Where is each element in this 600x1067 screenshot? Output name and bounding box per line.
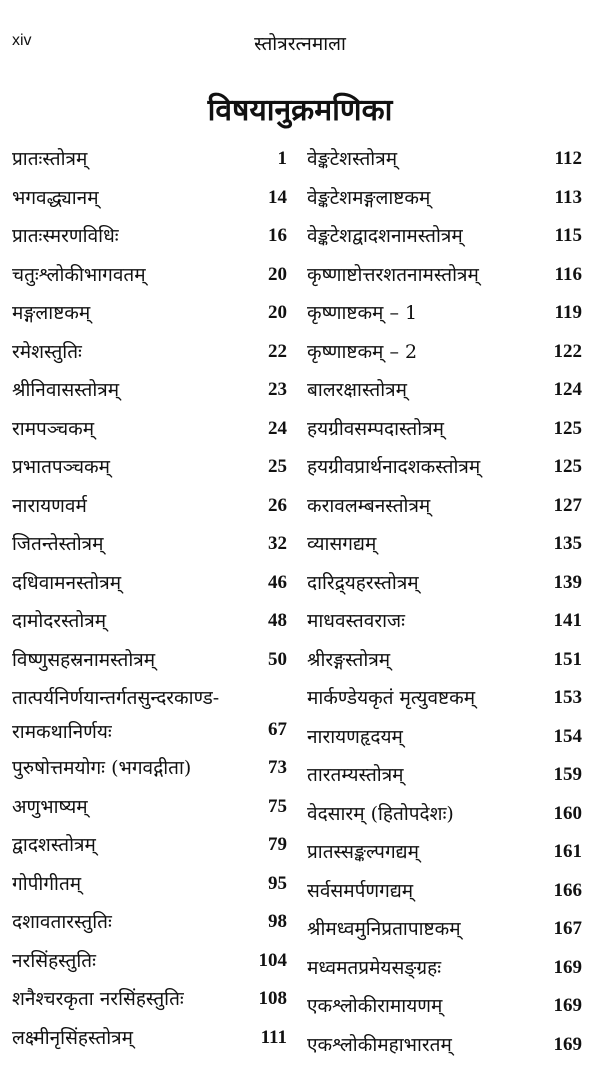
toc-entry-page-number: 166 (553, 879, 582, 901)
toc-entry-title: रमेशस्तुतिः (12, 340, 82, 363)
toc-entry (12, 903, 287, 942)
toc-entry-page-number: 23 (268, 379, 287, 400)
toc-entry (307, 1026, 582, 1065)
toc-entry-page-number: 127 (553, 494, 582, 516)
toc-entry (12, 641, 287, 680)
toc-entry-title: प्रातस्सङ्कल्पगद्यम् (307, 841, 419, 863)
toc-entry-page-number: 135 (553, 533, 582, 554)
toc-entry-page-number: 141 (553, 610, 582, 631)
toc-entry-page-number: 1 (277, 148, 287, 169)
toc-entry (12, 865, 287, 904)
toc-entry-page-number: 119 (554, 302, 582, 323)
toc-entry (12, 749, 287, 788)
toc-entry-title: नारायणवर्म (12, 494, 87, 517)
toc-entry-page-number: 169 (553, 1033, 582, 1055)
toc-entry-page-number: 20 (268, 263, 287, 285)
toc-entry-title: कृष्णाष्टकम् – 2 (307, 340, 418, 363)
toc-entry (12, 140, 287, 179)
toc-entry-title: अणुभाष्यम् (12, 795, 88, 818)
toc-entry-page-number: 73 (268, 757, 287, 778)
toc-entry-title: नारायणहृदयम् (307, 725, 403, 748)
toc-entry (12, 294, 287, 333)
toc-entry (12, 942, 287, 981)
toc-entry (307, 910, 582, 949)
page-number: xiv (12, 32, 32, 49)
toc-entry (307, 140, 582, 179)
toc-entry-title: रामपञ्चकम् (12, 417, 95, 440)
toc-entry-title: हयग्रीवसम्पदास्तोत्रम् (307, 417, 445, 440)
running-title: स्तोत्ररत्नमाला (254, 33, 346, 55)
toc-entry (12, 179, 287, 218)
toc-entry (12, 333, 287, 372)
toc-entry-page-number: 79 (268, 834, 287, 855)
toc-entry-page-number: 167 (553, 918, 582, 939)
toc-entry-page-number: 32 (268, 533, 287, 554)
toc-entry-title: वेङ्कटेशमङ्गलाष्टकम् (307, 186, 431, 209)
toc-entry (307, 949, 582, 988)
toc-entry-title: वेदसारम् (हितोपदेशः) (307, 802, 454, 825)
toc-entry-title: एकश्लोकीमहाभारतम् (307, 1033, 452, 1056)
toc-entry (307, 564, 582, 603)
toc-entry-title: दधिवामनस्तोत्रम् (12, 571, 122, 594)
toc-entry-page-number: 112 (554, 148, 582, 169)
toc-entry-title: पुरुषोत्तमयोगः (भगवद्गीता) (12, 757, 192, 779)
toc-entry-page-number: 25 (268, 456, 287, 477)
toc-entry-page-number: 75 (268, 795, 287, 817)
toc-entry-title: श्रीमध्वमुनिप्रतापाष्टकम् (307, 918, 461, 940)
toc-entry (307, 217, 582, 256)
toc-entry (307, 718, 582, 757)
toc-entry (12, 788, 287, 827)
toc-entry-title: वेङ्कटेशद्वादशनामस्तोत्रम् (307, 225, 463, 247)
toc-entry (307, 525, 582, 564)
page-title: विषयानुक्रमणिका (207, 93, 393, 128)
toc-entry-page-number: 122 (553, 340, 582, 362)
toc-entry-page-number: 108 (258, 988, 287, 1009)
toc-entry-page-number: 151 (553, 648, 582, 670)
toc-entry-page-number: 67 (268, 718, 287, 740)
toc-entry (12, 602, 287, 641)
toc-entry-page-number: 161 (553, 841, 582, 862)
toc-entry-page-number: 154 (553, 725, 582, 747)
toc-entry-title: तारतम्यस्तोत्रम् (307, 764, 404, 786)
toc-entry-title: नरसिंहस्तुतिः (12, 949, 96, 972)
toc-entry-page-number: 124 (553, 379, 582, 400)
toc-entry-page-number: 125 (553, 456, 582, 477)
toc-entry-page-number: 111 (260, 1026, 287, 1048)
toc-entry-page-number: 20 (268, 302, 287, 323)
toc-entry (307, 333, 582, 372)
toc-entry-title: कृष्णाष्टकम् – 1 (307, 302, 418, 324)
toc-entry (307, 487, 582, 526)
toc-entry-page-number: 113 (554, 186, 582, 208)
toc-entry-title: मार्कण्डेयकृतं मृत्युवष्टकम् (307, 687, 476, 709)
toc-entry (12, 980, 287, 1019)
toc-entry-page-number: 50 (268, 648, 287, 670)
toc-left-column (12, 140, 287, 1057)
toc-entry-page-number: 14 (268, 186, 287, 208)
toc-entry-page-number: 159 (553, 764, 582, 785)
toc-entry (12, 826, 287, 865)
toc-entry (307, 756, 582, 795)
toc-entry (307, 448, 582, 487)
toc-entry (307, 641, 582, 680)
toc-entry-title: दामोदरस्तोत्रम् (12, 610, 107, 632)
toc-entry (307, 602, 582, 641)
toc-entry-page-number: 169 (553, 995, 582, 1016)
toc-entry-title: हयग्रीवप्रार्थनादशकस्तोत्रम् (307, 456, 481, 478)
toc-entry (12, 448, 287, 487)
toc-entry-page-number: 160 (553, 802, 582, 824)
toc-entry (307, 987, 582, 1026)
toc-entry-title: जितन्तेस्तोत्रम् (12, 533, 104, 555)
toc-entry-title: गोपीगीतम् (12, 872, 82, 895)
toc-entry-title: प्रातःस्मरणविधिः (12, 225, 119, 247)
toc-entry (307, 256, 582, 295)
toc-entry (307, 179, 582, 218)
toc-entry-title: द्वादशस्तोत्रम् (12, 834, 96, 856)
toc-entry-title: कृष्णाष्टोत्तरशतनामस्तोत्रम् (307, 263, 479, 286)
toc-entry (12, 1019, 287, 1058)
toc-entry (12, 410, 287, 449)
toc-entry-title: करावलम्बनस्तोत्रम् (307, 494, 431, 517)
page-header (0, 30, 600, 60)
toc-entry (12, 256, 287, 295)
toc-entry-title: विष्णुसहस्रनामस्तोत्रम् (12, 648, 156, 671)
toc-entry (307, 679, 582, 718)
toc-entry (307, 410, 582, 449)
toc-entry (307, 294, 582, 333)
toc-entry-page-number: 16 (268, 225, 287, 246)
toc-entry-title: तात्पर्यनिर्णयान्तर्गतसुन्दरकाण्ड- (12, 687, 220, 709)
toc-entry (12, 217, 287, 256)
toc-entry-page-number: 104 (258, 949, 287, 971)
toc-entry-title: दशावतारस्तुतिः (12, 911, 112, 933)
toc-entry (12, 487, 287, 526)
toc-entry-title: प्रातःस्तोत्रम् (12, 148, 88, 170)
toc-entry-title: बालरक्षास्तोत्रम् (307, 379, 407, 401)
toc-entry-title: वेङ्कटेशस्तोत्रम् (307, 148, 398, 170)
toc-entry-title: प्रभातपञ्चकम् (12, 456, 110, 478)
toc-entry-page-number: 48 (268, 610, 287, 631)
toc-entry-page-number: 116 (554, 263, 582, 285)
toc-entry-title: मङ्गलाष्टकम् (12, 302, 91, 324)
toc-entry (12, 564, 287, 603)
toc-entry-title: श्रीनिवासस्तोत्रम् (12, 379, 120, 401)
toc-entry (307, 872, 582, 911)
toc-entry-page-number: 22 (268, 340, 287, 362)
toc-entry (12, 371, 287, 410)
toc-entry-page-number: 169 (553, 956, 582, 978)
toc-entry-title: श्रीरङ्गस्तोत्रम् (307, 648, 391, 671)
toc-entry-page-number: 95 (268, 872, 287, 894)
toc-entry-title: लक्ष्मीनृसिंहस्तोत्रम् (12, 1026, 134, 1049)
toc-entry-title: व्यासगद्यम् (307, 533, 377, 555)
toc-entry-title: शनैश्चरकृता नरसिंहस्तुतिः (12, 988, 184, 1010)
toc-entry-title: सर्वसमर्पणगद्यम् (307, 879, 414, 902)
toc-entry (12, 525, 287, 564)
toc-entry-page-number: 153 (553, 687, 582, 708)
toc-entry-page-number: 125 (553, 417, 582, 439)
toc-entry-title: माधवस्तवराजः (307, 610, 405, 632)
toc-entry-title-continued: रामकथानिर्णयः (12, 721, 112, 743)
toc-entry-page-number: 46 (268, 571, 287, 593)
toc-entry-page-number: 115 (554, 225, 582, 246)
toc-entry (307, 795, 582, 834)
toc-entry-page-number: 139 (553, 571, 582, 593)
toc-right-column (307, 140, 582, 1064)
toc-entry-page-number: 26 (268, 494, 287, 516)
toc-entry (12, 679, 287, 749)
toc-entry-title: एकश्लोकीरामायणम् (307, 995, 443, 1017)
toc-entry-page-number: 24 (268, 417, 287, 439)
toc-entry-title: मध्वमतप्रमेयसङ्ग्रहः (307, 956, 442, 979)
toc-entry-page-number: 98 (268, 911, 287, 932)
toc-entry-title: भगवद्ध्यानम् (12, 186, 99, 209)
toc-entry (307, 833, 582, 872)
toc-entry (307, 371, 582, 410)
toc-entry-title: दारिद्र्यहरस्तोत्रम् (307, 571, 419, 594)
toc-entry-title: चतुःश्लोकीभागवतम् (12, 263, 146, 286)
